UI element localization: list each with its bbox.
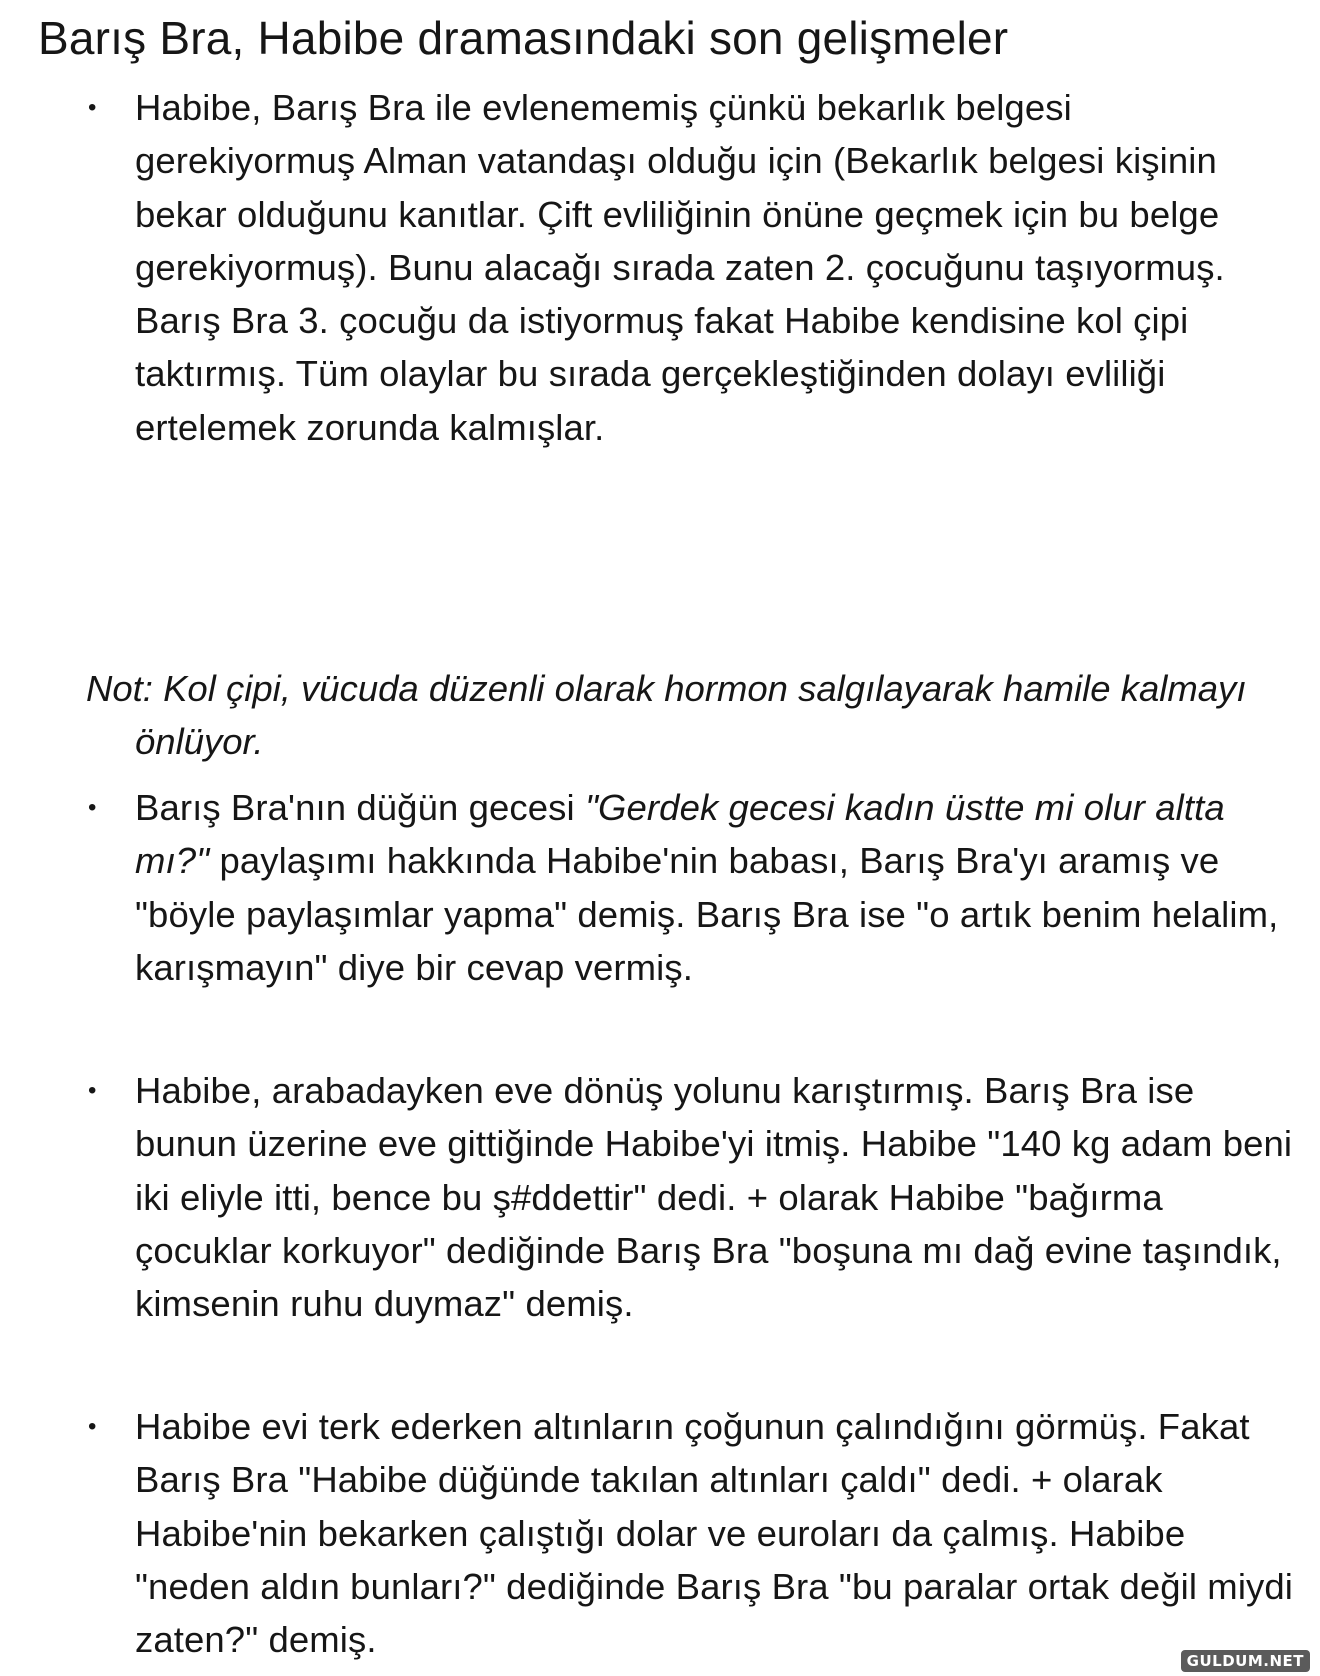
bullet-marker: • [88,794,97,821]
bullet-marker: • [88,1413,97,1440]
watermark-logo: GULDUM.NET [1181,1650,1310,1672]
item-text-rest: paylaşımı hakkında Habibe'nin babası, Barış Bra'yı aramış ve "böyle paylaşımlar yapma" demiş. Barış Bra ise "o artık benim helalim, karışmayın" diye bir cevap vermiş. [135,840,1279,988]
note-kol-cipi: Not: Kol çipi, vücuda düzenli olarak hormon salgılayarak hamile kalmayı önlüyor. [86,668,1247,763]
bullet-marker: • [88,1077,97,1104]
list-item-wedding-night-post [135,781,1300,994]
item-quote-italic: "Gerdek gecesi kadın üstte mi olur altta mı?" [135,787,1225,882]
list-item-marriage-delay: Habibe, Barış Bra ile evlenememiş çünkü bekarlık belgesi gerekiyormuş Alman vatandaşı olduğu için (Bekarlık belgesi kişinin bekar olduğunu kanıtlar. Çift evliliğinin önüne geçmek için bu belge gerekiyormuş). Bunu alacağı sırada zaten 2. çocuğunu taşıyormuş. Barış Bra 3. çocuğu da istiyormuş fakat Habibe kendisine kol çipi taktırmış. Tüm olaylar bu sırada gerçekleştiğinden dolayı evliliği ertelemek zorunda kalmışlar. [135,87,1225,448]
list-item-pushing-incident: Habibe, arabadayken eve dönüş yolunu karıştırmış. Barış Bra ise bunun üzerine eve gittiğinde Habibe'yi itmiş. Habibe "140 kg adam beni iki eliyle itti, bence bu ş#ddettir" dedi. + olarak Habibe "bağırma çocuklar korkuyor" dediğinde Barış Bra "boşuna mı dağ evine taşındık, kimsenin ruhu duymaz" demiş. [135,1070,1293,1325]
item-text-lead: Barış Bra'nın düğün gecesi [135,787,585,828]
list-item-stolen-gold: Habibe evi terk ederken altınların çoğunun çalındığını görmüş. Fakat Barış Bra "Habibe düğünde takılan altınları çaldı" dedi. + olarak Habibe'nin bekarken çalıştığı dolar ve euroları da çalmış. Habibe "neden aldın bunları?" dediğinde Barış Bra "bu paralar ortak değil miydi zaten?" demiş. [135,1406,1293,1661]
bullet-marker: • [88,94,97,121]
page-title: Barış Bra, Habibe dramasındaki son gelişmeler [38,12,1009,64]
